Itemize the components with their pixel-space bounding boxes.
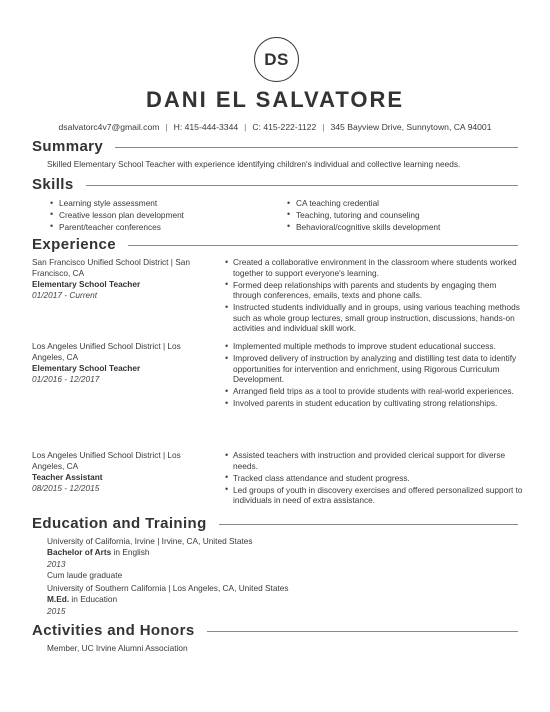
skill-item: • Teaching, tutoring and counseling (287, 210, 440, 222)
job-dates: 08/2015 - 12/2015 (32, 483, 100, 493)
contact-line (0, 122, 550, 132)
job-employer: Los Angeles Unified School District | Los Angeles, CA (32, 341, 181, 362)
education-section-header (32, 514, 518, 532)
job-employer: Los Angeles Unified School District | Los Angeles, CA (32, 450, 181, 471)
separator: | (165, 122, 168, 132)
separator: | (244, 122, 247, 132)
skill-item: • CA teaching credential (287, 198, 440, 210)
initials: DS (264, 49, 289, 69)
skills-section-header (32, 175, 518, 193)
email-address: dsalvatorc4v7@gmail.com (58, 122, 160, 132)
home-phone: H: 415-444-3344 (173, 122, 239, 132)
job-bullets (225, 450, 525, 507)
monogram-badge (254, 37, 299, 82)
street-address: 345 Bayview Drive, Sunnytown, CA 94001 (330, 122, 492, 132)
activity-item: Member, UC Irvine Alumni Association (47, 643, 188, 653)
graduation-year: 2015 (47, 605, 66, 616)
graduation-year: 2013 (47, 558, 66, 569)
job-bullet: • Instructed students individually and in groups, using various teaching methods such as whole group lectures, small group instruction, discussions, hands-on activities and individual skill work. (225, 302, 525, 334)
education-entry (47, 583, 289, 617)
job-dates: 01/2016 - 12/2017 (32, 374, 100, 384)
section-divider (128, 245, 518, 246)
candidate-name: DANI EL SALVATORE (145, 87, 405, 112)
degree-field: in Education (69, 594, 118, 605)
job-bullet: • Implemented multiple methods to improve student educational success. (225, 341, 525, 352)
degree-line (47, 594, 289, 605)
job-bullet: • Improved delivery of instruction by analyzing and distilling test data to identify opportunities for intervention and enrichment, using Rigorous Curriculum Development. (225, 353, 525, 385)
job-details (32, 450, 212, 494)
job-bullet: • Led groups of youth in discovery exercises and offered personalized support to individuals in need of extra assistance. (225, 485, 525, 506)
degree-field: in English (111, 547, 150, 558)
skills-list-left (50, 198, 184, 233)
job-bullet: • Assisted teachers with instruction and provided clerical support for diverse needs. (225, 450, 525, 471)
section-divider (86, 185, 518, 186)
job-title: Elementary School Teacher (32, 279, 141, 289)
school-name: University of California, Irvine | Irvine, CA, United States (47, 536, 253, 546)
section-divider (115, 147, 518, 148)
skill-item: • Behavioral/cognitive skills development (287, 222, 440, 234)
job-bullet: • Created a collaborative environment in the classroom where students worked together to support everyone's learning. (225, 257, 525, 278)
section-divider (207, 631, 518, 632)
activities-section-header (32, 621, 518, 639)
job-bullets (225, 257, 525, 335)
school-name: University of Southern California | Los Angeles, CA, United States (47, 583, 289, 593)
job-bullet: • Involved parents in student education by cultivating strong relationships. (225, 398, 525, 409)
job-bullet: • Tracked class attendance and student progress. (225, 473, 525, 484)
job-bullets (225, 341, 525, 410)
honors-note: Cum laude graduate (47, 570, 123, 581)
degree-name: M.Ed. (47, 594, 70, 605)
job-details (32, 257, 212, 301)
job-bullet: • Arranged field trips as a tool to provide students with real-world experiences. (225, 386, 525, 397)
section-title: Activities and Honors (32, 621, 195, 639)
separator: | (322, 122, 325, 132)
job-details (32, 341, 212, 385)
experience-section-header (32, 235, 518, 253)
skill-item: • Creative lesson plan development (50, 210, 184, 222)
summary-text: Skilled Elementary School Teacher with experience identifying children's individual and collective learning needs. (47, 159, 461, 169)
summary-section-header (32, 137, 518, 155)
section-divider (219, 524, 518, 525)
skill-item: • Parent/teacher conferences (50, 222, 184, 234)
section-title: Experience (32, 235, 117, 253)
skills-list-right (287, 198, 440, 233)
skill-item: • Learning style assessment (50, 198, 184, 210)
job-dates: 01/2017 - Current (32, 290, 98, 300)
degree-name: Bachelor of Arts (47, 547, 112, 558)
job-title: Teacher Assistant (32, 472, 103, 482)
job-title: Elementary School Teacher (32, 363, 141, 373)
degree-line (47, 547, 253, 558)
job-employer: San Francisco Unified School District | San Francisco, CA (32, 257, 191, 278)
cell-phone: C: 415-222-1122 (252, 122, 317, 132)
section-title: Skills (32, 175, 74, 193)
section-title: Education and Training (32, 514, 207, 532)
section-title: Summary (32, 137, 104, 155)
job-bullet: • Formed deep relationships with parents and students by engaging them through conferences, emails, texts and phone calls. (225, 280, 525, 301)
education-entry (47, 536, 253, 582)
